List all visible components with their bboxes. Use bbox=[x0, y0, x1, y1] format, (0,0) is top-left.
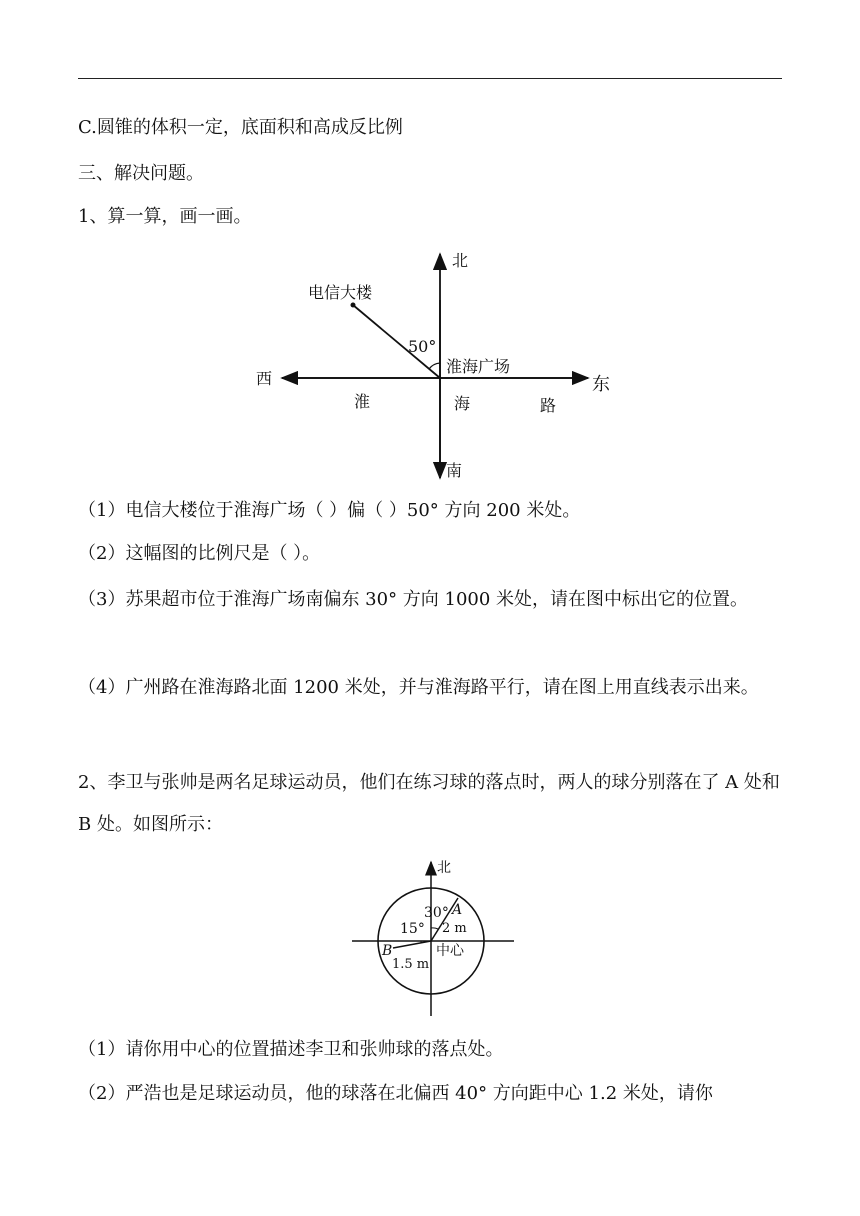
question-2-1: （1）请你用中心的位置描述李卫和张帅球的落点处。 bbox=[78, 1039, 504, 1060]
question-2-text: 2、李卫与张帅是两名足球运动员，他们在练习球的落点时，两人的球分别落在了 A 处和 B 处。如图所示： bbox=[78, 772, 780, 835]
dist-a-label: 2 m bbox=[442, 921, 467, 936]
question-1-3: （3）苏果超市位于淮海广场南偏东 30° 方向 1000 米处，请在图中标出它的位置。 bbox=[78, 589, 749, 610]
football-field-figure bbox=[352, 860, 514, 1016]
north-label: 北 bbox=[452, 251, 469, 270]
question-2-2: （2）严浩也是足球运动员，他的球落在北偏西 40° 方向距中心 1.2 米处，请你 bbox=[78, 1083, 713, 1104]
angle-b-label: 15° bbox=[400, 921, 425, 937]
angle-label: 50° bbox=[408, 337, 437, 356]
road-label-2: 海 bbox=[454, 394, 471, 413]
angle-arc bbox=[429, 363, 440, 369]
line-to-b bbox=[393, 941, 431, 948]
section-heading: 三、解决问题。 bbox=[78, 163, 204, 184]
point-b-label: B bbox=[382, 943, 393, 959]
point-a-label: A bbox=[452, 902, 463, 918]
question-1-4: （4）广州路在淮海路北面 1200 米处，并与淮海路平行，请在图上用直线表示出来。 bbox=[78, 677, 759, 698]
building-point bbox=[351, 303, 356, 308]
road-label-1: 淮 bbox=[354, 392, 371, 411]
road-label-3: 路 bbox=[540, 396, 557, 415]
east-label: 东 bbox=[592, 374, 610, 395]
dist-b-label: 1.5 m bbox=[392, 957, 430, 972]
fig2-north-label: 北 bbox=[437, 860, 451, 876]
building-label: 电信大楼 bbox=[308, 283, 373, 302]
question-1-2: （2）这幅图的比例尺是（ ）。 bbox=[78, 543, 321, 564]
option-c: C.圆锥的体积一定，底面积和高成反比例 bbox=[78, 117, 403, 138]
angle-a-label: 30° bbox=[424, 905, 449, 921]
center-label: 淮海广场 bbox=[446, 357, 511, 376]
question-1-title: 1、算一算，画一画。 bbox=[78, 206, 252, 227]
west-label: 西 bbox=[256, 369, 273, 388]
center-label-2: 中心 bbox=[436, 943, 464, 959]
question-1-1: （1）电信大楼位于淮海广场（ ）偏（ ）50° 方向 200 米处。 bbox=[78, 500, 581, 521]
south-label: 南 bbox=[446, 461, 463, 480]
